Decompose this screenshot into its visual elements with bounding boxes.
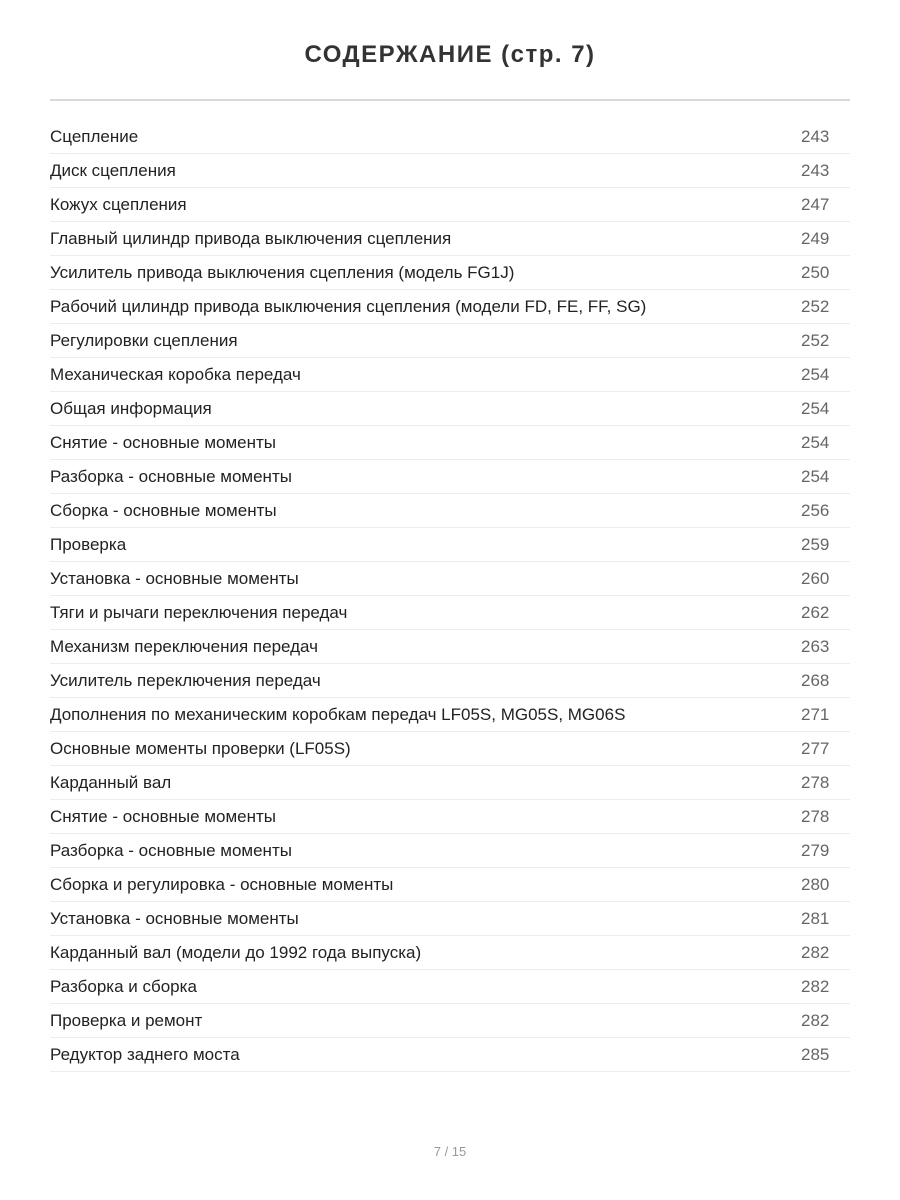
toc-entry[interactable] [50,562,850,596]
toc-entry-title: Разборка и сборка [50,976,197,996]
toc-entry-page-number: 282 [801,1010,830,1030]
toc-entry-title: Сцепление [50,126,139,146]
toc-entry-title: Установка - основные моменты [50,568,299,588]
toc-entry-page-number: 260 [801,568,830,588]
toc-entry-page-number: 254 [801,398,830,418]
toc-entry-page-number: 254 [801,466,830,486]
toc-entry-title: Снятие - основные моменты [50,806,277,826]
toc-entry[interactable] [50,290,850,324]
toc-entry-page-number: 254 [801,364,830,384]
toc-entry-title: Дополнения по механическим коробкам передач LF05S, MG05S, MG06S [50,704,626,724]
toc-entry[interactable] [50,120,850,154]
toc-entry[interactable] [50,324,850,358]
toc-entry-title: Сборка и регулировка - основные моменты [50,874,394,894]
toc-entry-title: Проверка и ремонт [50,1010,203,1030]
toc-entry-page-number: 285 [801,1044,830,1064]
toc-entry[interactable] [50,970,850,1004]
toc-entry[interactable] [50,902,850,936]
toc-entry-title: Карданный вал [50,772,172,792]
toc-entry-page-number: 278 [801,772,830,792]
toc-entry[interactable] [50,1038,850,1072]
toc-entry[interactable] [50,1004,850,1038]
toc-entry[interactable] [50,154,850,188]
toc-entry-page-number: 271 [801,704,830,724]
toc-entry-page-number: 256 [801,500,830,520]
toc-entry[interactable] [50,358,850,392]
toc-entry-title: Кожух сцепления [50,194,187,214]
toc-entry-title: Механическая коробка передач [50,364,301,384]
toc-entry-page-number: 259 [801,534,830,554]
title-divider [50,99,850,101]
toc-entry[interactable] [50,698,850,732]
toc-entry-page-number: 278 [801,806,830,826]
toc-entry-title: Проверка [50,534,127,554]
table-of-contents [50,120,850,1072]
toc-entry-title: Разборка - основные моменты [50,840,292,860]
toc-entry-page-number: 279 [801,840,830,860]
toc-entry-page-number: 282 [801,942,830,962]
toc-entry-title: Диск сцепления [50,160,176,180]
toc-entry-page-number: 249 [801,228,830,248]
toc-entry-title: Общая информация [50,398,212,418]
toc-entry-title: Установка - основные моменты [50,908,299,928]
toc-entry-page-number: 277 [801,738,830,758]
toc-entry[interactable] [50,256,850,290]
page-title: СОДЕРЖАНИЕ (стр. 7) [304,41,596,68]
toc-entry-title: Снятие - основные моменты [50,432,277,452]
toc-entry-page-number: 268 [801,670,830,690]
toc-entry-title: Рабочий цилиндр привода выключения сцепления (модели FD, FE, FF, SG) [50,296,647,316]
toc-entry-page-number: 243 [801,160,830,180]
toc-entry[interactable] [50,188,850,222]
toc-entry-page-number: 262 [801,602,830,622]
toc-entry[interactable] [50,494,850,528]
toc-entry[interactable] [50,596,850,630]
toc-entry-page-number: 282 [801,976,830,996]
toc-entry-page-number: 243 [801,126,830,146]
toc-entry-title: Тяги и рычаги переключения передач [50,602,348,622]
toc-entry-title: Сборка - основные моменты [50,500,277,520]
toc-entry-page-number: 263 [801,636,830,656]
toc-entry-page-number: 280 [801,874,830,894]
toc-entry-title: Регулировки сцепления [50,330,238,350]
toc-entry-title: Усилитель переключения передач [50,670,321,690]
toc-entry-page-number: 254 [801,432,830,452]
toc-entry[interactable] [50,800,850,834]
toc-entry[interactable] [50,630,850,664]
toc-entry[interactable] [50,392,850,426]
toc-entry-title: Усилитель привода выключения сцепления (модель FG1J) [50,262,515,282]
toc-entry-page-number: 252 [801,330,830,350]
toc-entry[interactable] [50,460,850,494]
toc-entry[interactable] [50,766,850,800]
toc-entry[interactable] [50,222,850,256]
toc-entry-page-number: 281 [801,908,830,928]
toc-entry[interactable] [50,868,850,902]
toc-entry-page-number: 250 [801,262,830,282]
toc-entry-title: Редуктор заднего моста [50,1044,240,1064]
toc-entry[interactable] [50,834,850,868]
toc-entry-title: Механизм переключения передач [50,636,318,656]
toc-entry-title: Главный цилиндр привода выключения сцепления [50,228,452,248]
toc-entry[interactable] [50,936,850,970]
page-counter: 7 / 15 [433,1144,467,1159]
toc-entry-page-number: 252 [801,296,830,316]
toc-entry[interactable] [50,732,850,766]
toc-entry[interactable] [50,664,850,698]
toc-entry-title: Разборка - основные моменты [50,466,292,486]
toc-entry-page-number: 247 [801,194,830,214]
toc-entry[interactable] [50,426,850,460]
toc-entry-title: Карданный вал (модели до 1992 года выпуска) [50,942,422,962]
toc-entry-title: Основные моменты проверки (LF05S) [50,738,351,758]
toc-entry[interactable] [50,528,850,562]
